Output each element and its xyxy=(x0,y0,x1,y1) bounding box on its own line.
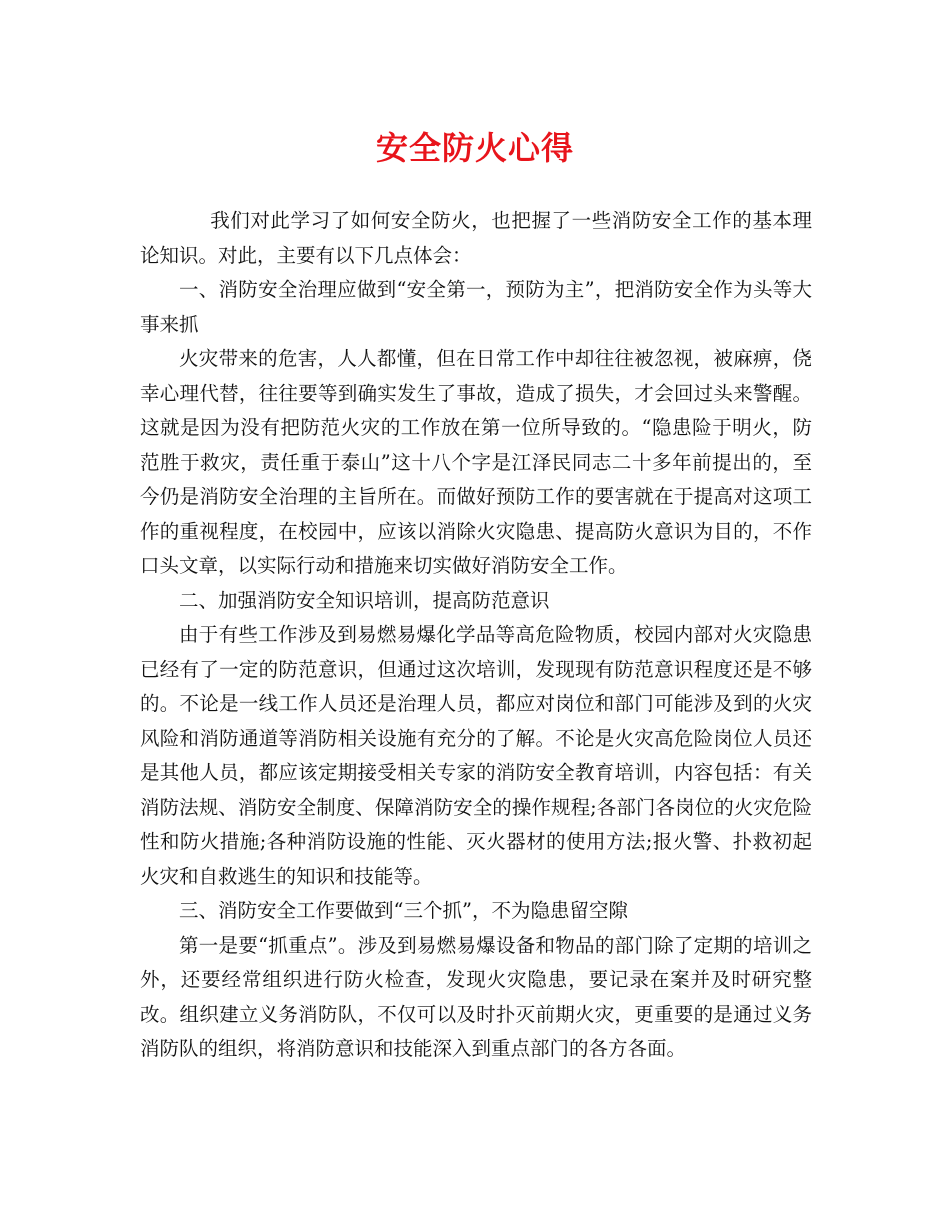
document-body xyxy=(140,204,812,1067)
section-heading-3: 三、消防安全工作要做到“三个抓”，不为隐患留空隙 xyxy=(179,899,628,922)
body-paragraph: 由于有些工作涉及到易燃易爆化学品等高危险物质，校园内部对火灾隐患已经有了一定的防范意识，但通过这次培训，发现现有防范意识程度还是不够的。不论是一线工作人员还是治理人员，都应对岗位和部门可能涉及到的火灾风险和消防通道等消防相关设施有充分的了解。不论是火灾高危险岗位人员还是其他人员，都应该定期接受相关专家的消防安全教育培训，内容包括：有关消防法规、消防安全制度、保障消防安全的操作规程;各部门各岗位的火灾危险性和防火措施;各种消防设施的性能、灭火器材的使用方法;报火警、扑救初起火灾和自救逃生的知识和技能等。 xyxy=(140,623,812,888)
intro-paragraph: 我们对此学习了如何安全防火，也把握了一些消防安全工作的基本理论知识。对此，主要有以下几点体会： xyxy=(140,209,812,267)
section-heading-2: 二、加强消防安全知识培训，提高防范意识 xyxy=(179,588,550,612)
page-title: 安全防火心得 xyxy=(375,129,574,167)
body-paragraph: 火灾带来的危害，人人都懂，但在日常工作中却往往被忽视，被麻痹，侥幸心理代替，往往要等到确实发生了事故，造成了损失，才会回过头来警醒。这就是因为没有把防范火灾的工作放在第一位所导致的。“隐患险于明火，防范胜于救灾，责任重于泰山”这十八个字是江泽民同志二十多年前提出的，至今仍是消防安全治理的主旨所在。而做好预防工作的要害就在于提高对这项工作的重视程度，在校园中，应该以消除火灾隐患、提高防火意识为目的，不作口头文章，以实际行动和措施来切实做好消防安全工作。 xyxy=(140,347,812,577)
section-heading-1: 一、消防安全治理应做到“安全第一，预防为主”，把消防安全作为头等大事来抓 xyxy=(140,278,812,336)
body-paragraph: 第一是要“抓重点”。涉及到易燃易爆设备和物品的部门除了定期的培训之外，还要经常组织进行防火检查，发现火灾隐患，要记录在案并及时研究整改。组织建立义务消防队，不仅可以及时扑灭前期火灾，更重要的是通过义务消防队的组织，将消防意识和技能深入到重点部门的各方各面。 xyxy=(140,933,812,1060)
